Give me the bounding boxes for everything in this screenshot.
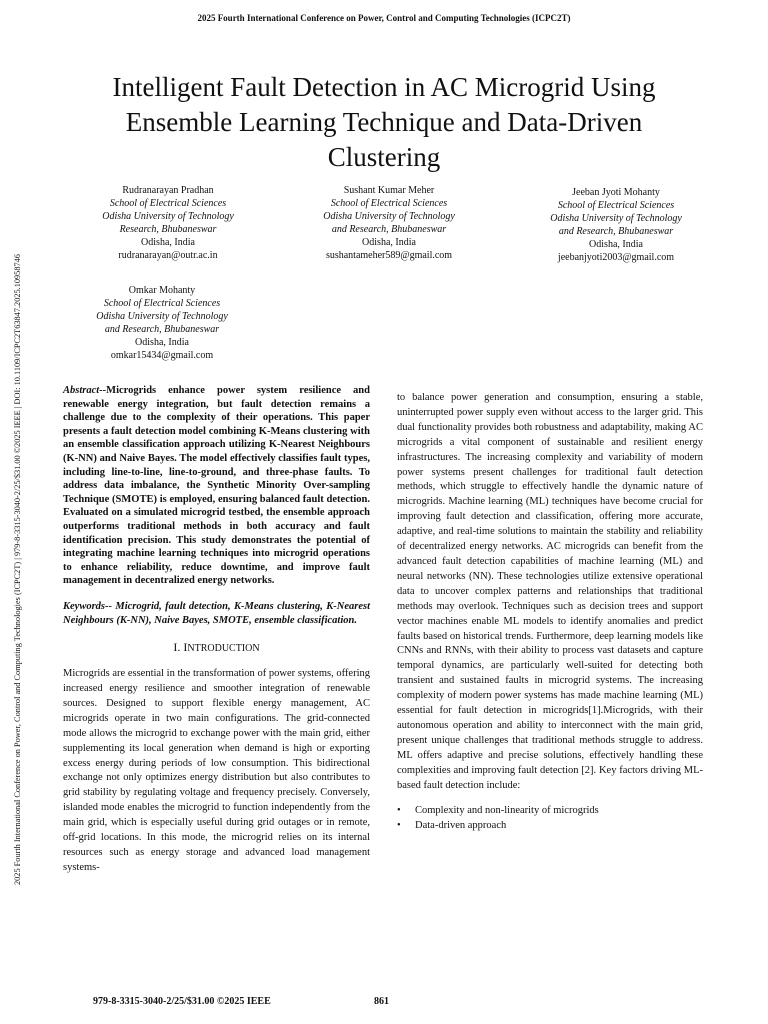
author-email[interactable]: omkar15434@gmail.com (110, 350, 214, 361)
author-email[interactable]: jeebanjyoti2003@gmail.com (557, 252, 675, 263)
abstract-label: Abstract (63, 385, 100, 396)
author-affiliation: Odisha University of Technology (323, 211, 455, 222)
author-location: Odisha, India (135, 337, 189, 348)
author-affiliation: and Research, Bhubaneswar (331, 224, 447, 235)
author-location: Odisha, India (141, 237, 195, 248)
keywords: Keywords-- Microgrid, fault detection, K-Means clustering, K-Nearest Neighbours (K-NN), Naive Bayes, SMOTE, ensemble classification. (63, 600, 370, 626)
author-affiliation: Research, Bhubaneswar (119, 224, 217, 235)
author-affiliation: and Research, Bhubaneswar (104, 324, 220, 335)
list-item: • Data-driven approach (397, 820, 507, 832)
bullet-list (397, 803, 703, 833)
author-affiliation: Odisha University of Technology (96, 311, 228, 322)
section-heading-introduction: I. INTRODUCTION (173, 640, 260, 655)
paper-title (40, 70, 728, 175)
author-affiliation: School of Electrical Sciences (109, 198, 227, 209)
author-affiliation: and Research, Bhubaneswar (558, 226, 674, 237)
page-number: 861 (374, 996, 389, 1007)
author-affiliation: School of Electrical Sciences (330, 198, 448, 209)
bullet-icon: • (397, 805, 401, 817)
left-column (63, 384, 370, 876)
title-line: Intelligent Fault Detection in AC Microgrid Using (112, 72, 656, 102)
author-block-3 (506, 186, 726, 264)
author-email[interactable]: sushantameher589@gmail.com (325, 250, 453, 261)
doi-sidebar (13, 140, 23, 885)
author-block-1 (58, 184, 278, 262)
author-affiliation: School of Electrical Sciences (103, 298, 221, 309)
author-affiliation: School of Electrical Sciences (557, 200, 675, 211)
author-affiliation: Odisha University of Technology (550, 213, 682, 224)
list-item: • Complexity and non-linearity of microgrids (397, 805, 599, 817)
title-line: Clustering (327, 142, 441, 172)
author-block-4 (52, 284, 272, 362)
author-block-2 (279, 184, 499, 262)
footer-copyright: 979-8-3315-3040-2/25/$31.00 ©2025 IEEE (93, 996, 271, 1007)
abstract-text: --Microgrids enhance power system resilience and renewable energy integration, but fault detection remains a challenge due to the complexity of their operations. This paper presents a fault detection model combining K-Means clustering with an ensemble classification approach utilizing K-Nearest Neighbours (K-NN) and Naive Bayes. The model effectively classifies fault types, including line-to-line, line-to-ground, and three-phase faults. To address data imbalance, the Synthetic Minority Over-sampling Technique (SMOTE) is employed, ensuring balanced fault detection. Evaluated on a simulated microgrid testbed, the ensemble approach outperforms traditional methods in both accuracy and fault identification precision. This study demonstrates the potential of integrating machine learning techniques into microgrid operations to enhance reliability, reduce downtime, and improve fault management in decentralized energy networks. (63, 385, 370, 587)
author-location: Odisha, India (362, 237, 416, 248)
conference-header: 2025 Fourth International Conference on Power, Control and Computing Technologies (ICPC2T) (197, 13, 571, 23)
intro-paragraph-continued: to balance power generation and consumption, ensuring a stable, uninterrupted power supply even without access to the larger grid. This dual functionality provides both robustness and adaptability, making AC microgrids a vital component of sustainable and resilient energy infrastructures. The increasing complexity and variability of modern power systems present challenges for traditional fault detection methods, which struggle to effectively handle the dynamic nature of microgrids. Machine learning (ML) techniques have become crucial for improving fault detection and classification, offering more accurate, adaptive, and real-time solutions to maintain the stability and reliability of decentralized energy networks. AC microgrids can benefit from the advanced fault detection capabilities of machine learning (ML) and neural networks (NN). These technologies utilize extensive operational data to uncover complex patterns and relationships that traditional methods may overlook. Techniques such as decision trees and support vector machines enable ML models to identify anomalies and predict faults based on historical trends. Furthermore, deep learning models like CNNs and RNNs, with their ability to process vast datasets and capture temporal dynamics, are particularly well-suited for detecting both transient and sustained faults in microgrid systems. The increasing complexity of modern power systems has made machine learning (ML) essential for fault detection in microgrids[1].Microgrids, with their autonomous operation and ability to interconnect with the main grid, present unique challenges that traditional methods struggle to address. ML offers adaptive and precise solutions, effectively handling these complexities and improving fault detection [2]. Key factors driving ML-based fault detection include: (397, 392, 703, 791)
author-affiliation: Odisha University of Technology (102, 211, 234, 222)
author-name: Jeeban Jyoti Mohanty (572, 187, 660, 198)
author-email[interactable]: rudranarayan@outr.ac.in (118, 250, 218, 261)
doi-sidebar-text: 2025 Fourth International Conference on Power, Control and Computing Technologies (ICPC2T) | 979-8-3315-3040-2/25/$31.00 ©2025 IEEE | DOI: 10.1109/ICPC2T63847.2025.10958746 (13, 254, 22, 885)
intro-paragraph: Microgrids are essential in the transformation of power systems, offering increased energy resilience and smoother integration of renewable sources. Designed to support flexible energy management, AC microgrids operate in two main configurations. The grid-connected mode allows the microgrid to exchange power with the main grid, either supplementing its local generation when demand is high or exporting excess energy during periods of low consumption. This bidirectional exchange not only optimizes energy distribution but also contributes to grid stability by regulating voltage and frequency precisely. Conversely, islanded mode enables the microgrid to function independently from the main grid, which is especially useful during grid outages or in remote, off-grid locations. In this mode, the microgrid relies on its internal resources such as energy storage and advanced load management systems- (63, 668, 370, 873)
abstract (63, 384, 370, 588)
author-location: Odisha, India (589, 239, 643, 250)
author-name: Omkar Mohanty (128, 285, 196, 296)
author-name: Sushant Kumar Meher (343, 185, 435, 196)
title-line: Ensemble Learning Technique and Data-Driven (125, 107, 643, 137)
bullet-icon: • (397, 820, 401, 832)
author-name: Rudranarayan Pradhan (122, 185, 214, 196)
right-column (397, 391, 703, 833)
